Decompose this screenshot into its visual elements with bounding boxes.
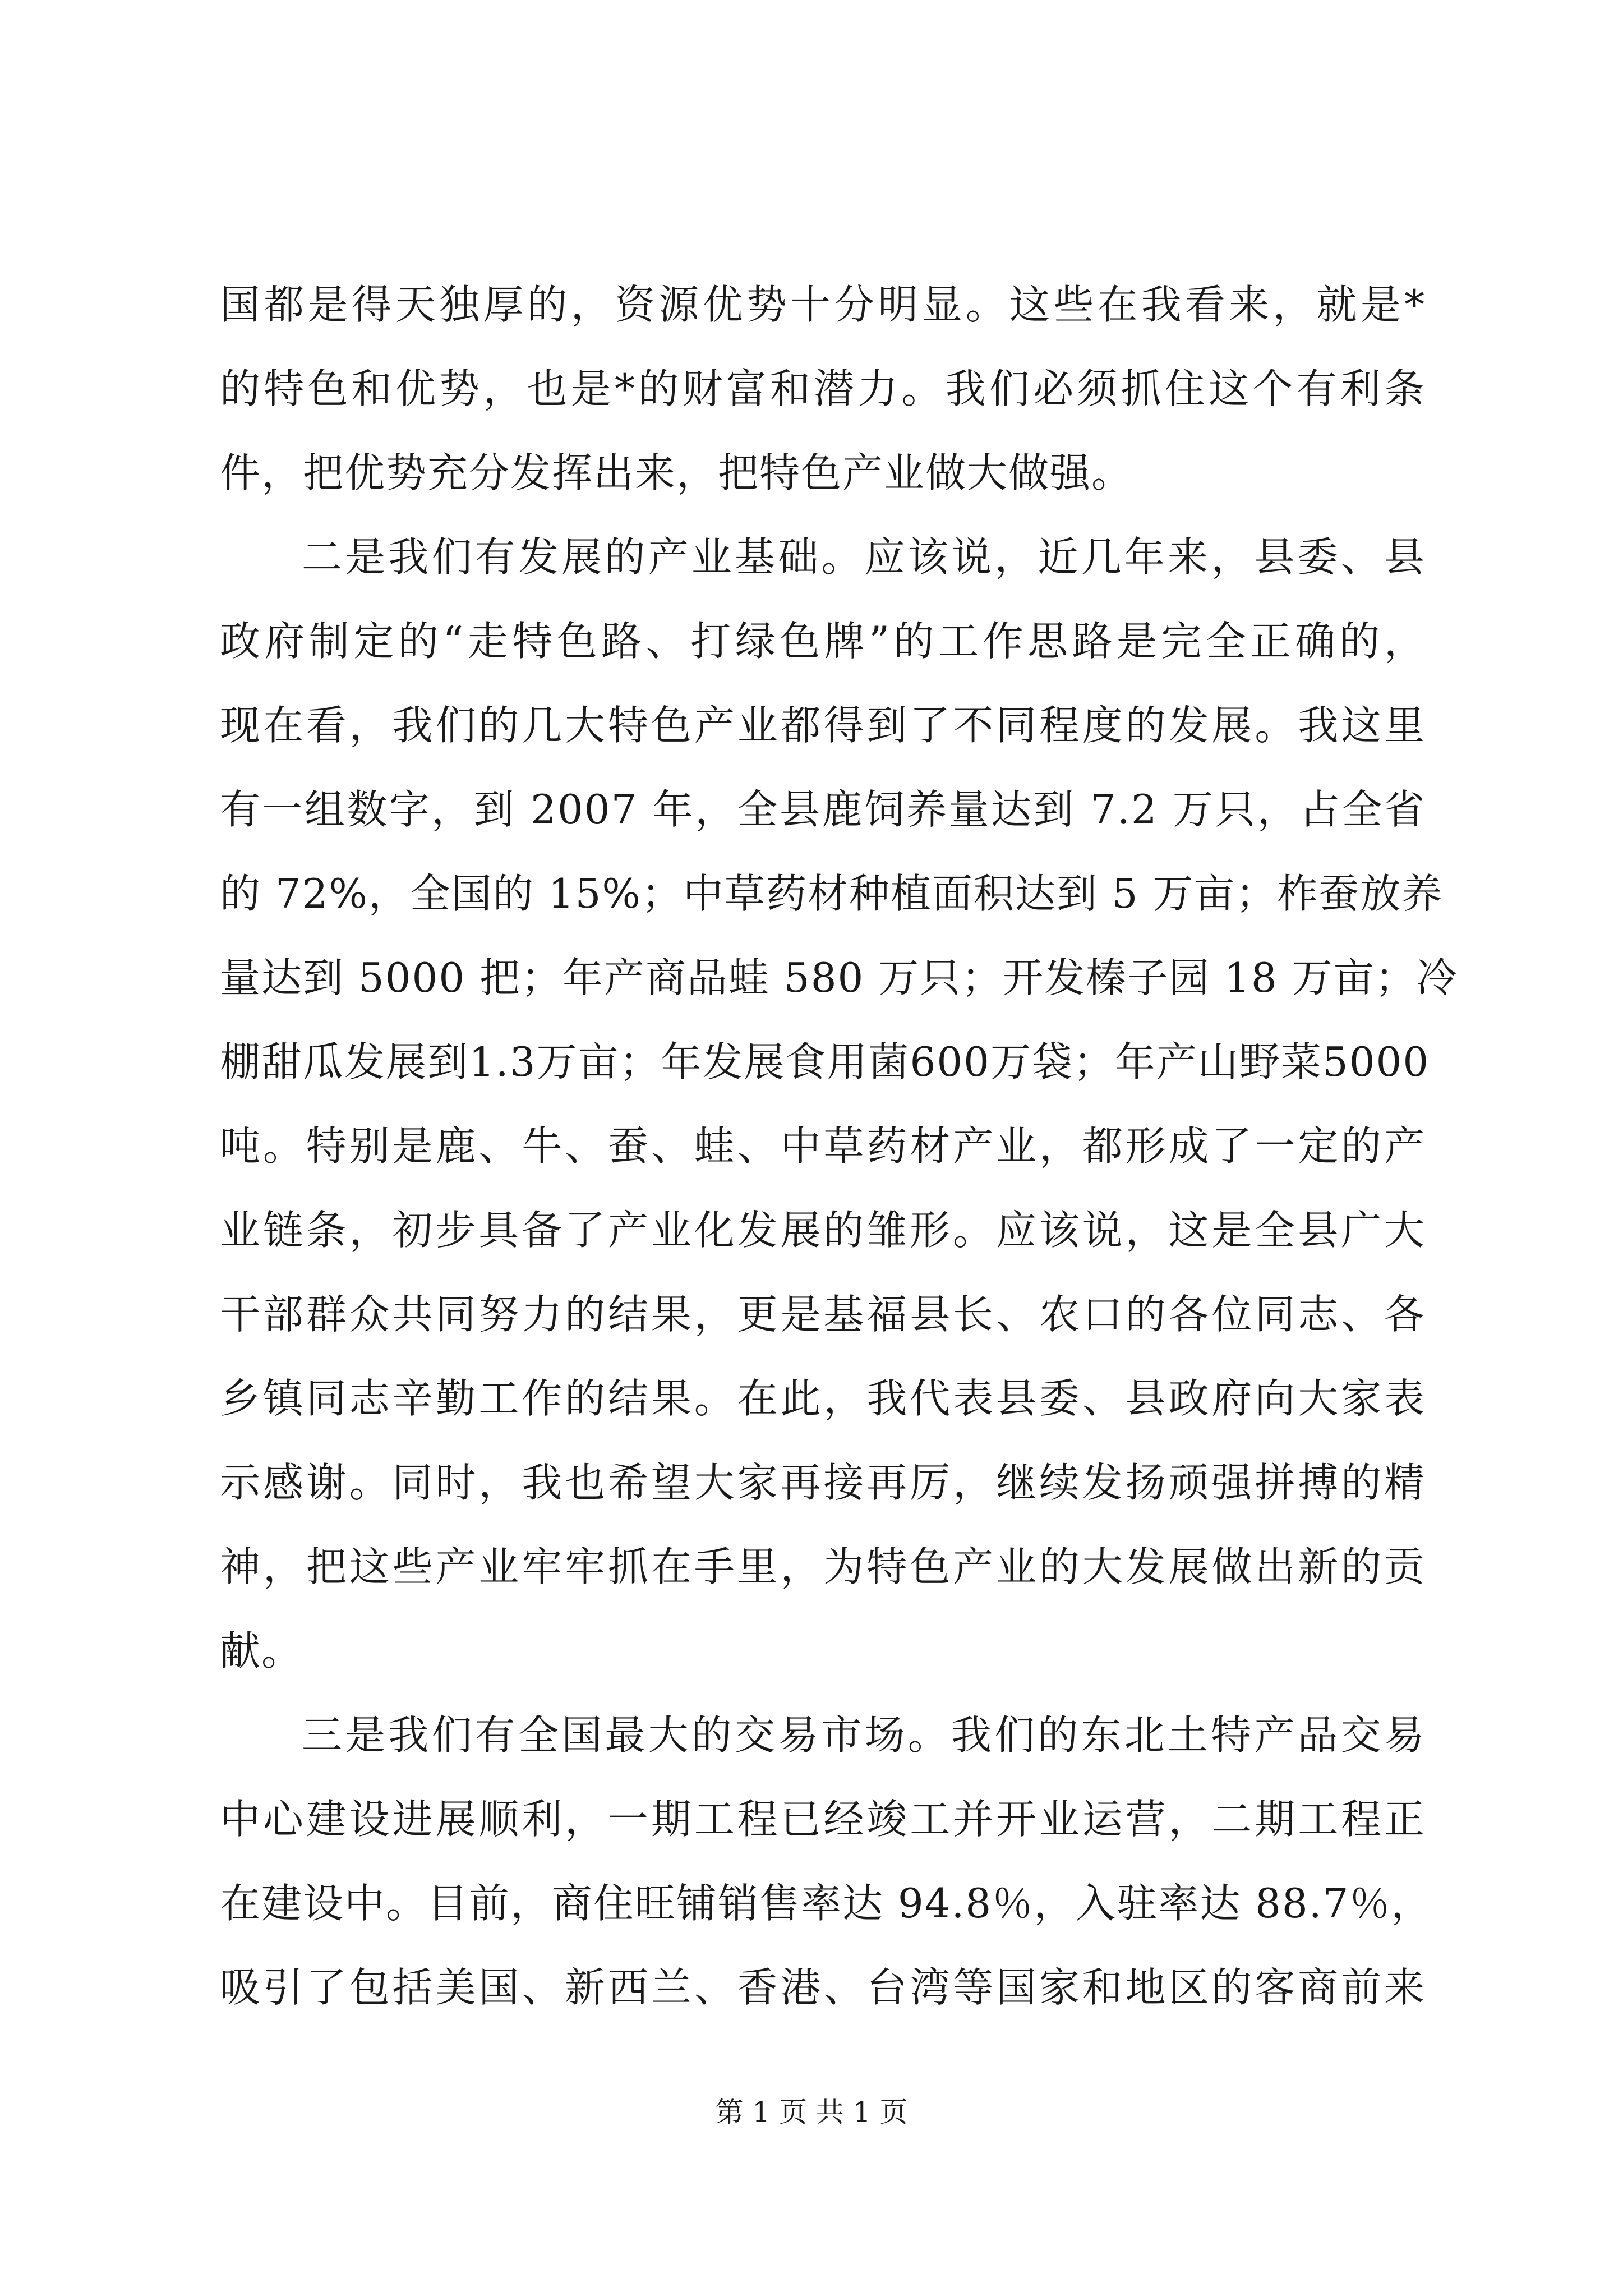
text-line: 三是我们有全国最大的交易市场。我们的东北土特产品交易 — [302, 1711, 1426, 1759]
text-line: 政府制定的“走特色路、打绿色牌”的工作思路是完全正确的， — [220, 618, 1426, 665]
paragraph-3 — [220, 1693, 1433, 2030]
paragraph-1 — [220, 263, 1426, 515]
document-body — [220, 263, 1458, 2030]
text-line: 件，把优势充分发挥出来，把特色产业做大做强。 — [220, 449, 1133, 496]
text-line: 干部群众共同努力的结果，更是基福县长、农口的各位同志、各 — [220, 1291, 1426, 1338]
text-line: 现在看，我们的几大特色产业都得到了不同程度的发展。我这里 — [220, 702, 1426, 749]
text-line: 神，把这些产业牢牢抓在手里，为特色产业的大发展做出新的贡 — [220, 1543, 1426, 1590]
text-line: 吸引了包括美国、新西兰、香港、台湾等国家和地区的客商前来 — [220, 1964, 1426, 2011]
text-line: 献。 — [220, 1627, 303, 1674]
text-line: 有一组数字，到 2007 年，全县鹿饲养量达到 7.2 万只，占全省 — [220, 786, 1426, 833]
text-line: 乡镇同志辛勤工作的结果。在此，我代表县委、县政府向大家表 — [220, 1375, 1426, 1422]
text-line: 二是我们有发展的产业基础。应该说，近几年来，县委、县 — [302, 533, 1426, 581]
text-line: 棚甜瓜发展到1.3万亩；年发展食用菌600万袋；年产山野菜5000 — [220, 1038, 1430, 1085]
text-line: 吨。特别是鹿、牛、蚕、蛙、中草药材产业，都形成了一定的产 — [220, 1122, 1426, 1170]
text-line: 国都是得天独厚的，资源优势十分明显。这些在我看来，就是* — [220, 281, 1426, 328]
text-line: 的特色和优势，也是*的财富和潜力。我们必须抓住这个有利条 — [220, 365, 1426, 412]
text-line: 业链条，初步具备了产业化发展的雏形。应该说，这是全县广大 — [220, 1207, 1426, 1254]
paragraph-2 — [220, 515, 1458, 1693]
text-line: 的 72%，全国的 15%；中草药材种植面积达到 5 万亩；柞蚕放养 — [220, 870, 1444, 917]
text-line: 量达到 5000 把；年产商品蛙 580 万只；开发榛子园 18 万亩；冷 — [220, 954, 1458, 1001]
text-line: 示感谢。同时，我也希望大家再接再厉，继续发扬顽强拼搏的精 — [220, 1459, 1426, 1506]
text-line: 在建设中。目前，商住旺铺销售率达 94.8％，入驻率达 88.7％， — [220, 1880, 1433, 1927]
page-footer: 第 1 页 共 1 页 — [715, 2096, 908, 2128]
text-line: 中心建设进展顺利，一期工程已经竣工并开业运营，二期工程正 — [220, 1796, 1426, 1843]
